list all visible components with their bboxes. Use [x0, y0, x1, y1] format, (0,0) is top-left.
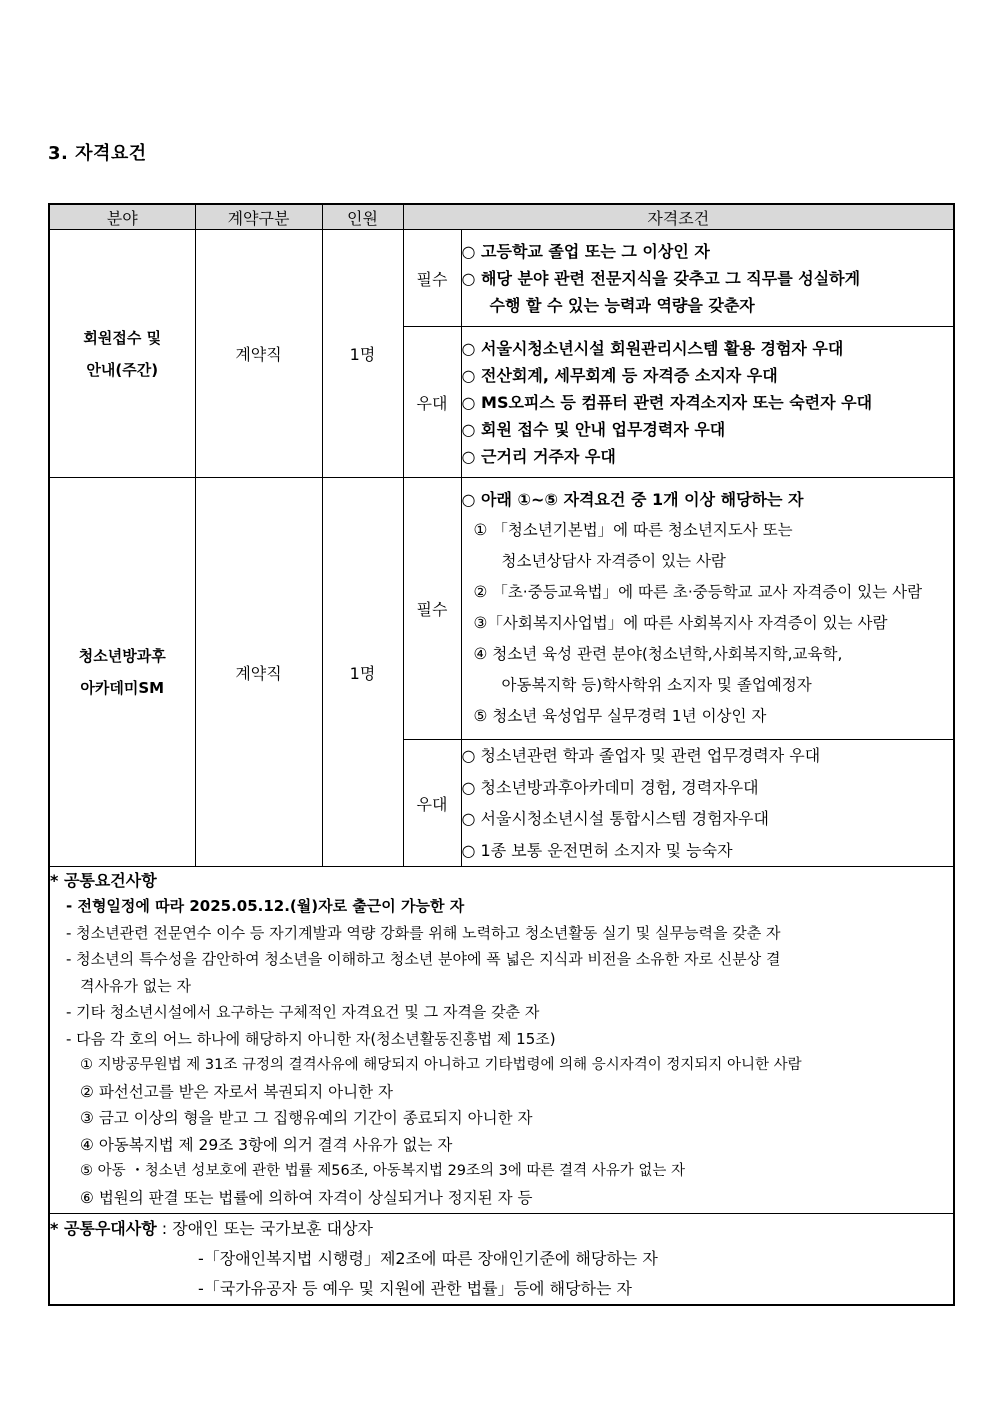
field-name-line: 안내(주간) [86, 360, 159, 379]
preference-title: * 공통우대사항 [50, 1219, 157, 1238]
common-item: - 청소년의 특수성을 감안하여 청소년을 이해하고 청소년 분야에 폭 넓은 지식과 비전을 소유한 자로 신분상 결 [66, 950, 781, 968]
common-preference [49, 1214, 954, 1306]
common-item: - 기타 청소년시설에서 요구하는 구체적인 자격요건 및 그 자격을 갖춘 자 [66, 1003, 540, 1021]
count-cell: 1명 [322, 478, 403, 867]
condition-item: 수행 할 수 있는 능력과 역량을 갖춘자 [489, 295, 755, 315]
disqualification-item: ② 파선선고를 받은 자로서 복권되지 아니한 자 [80, 1082, 393, 1101]
condition-item: ○ 회원 접수 및 안내 업무경력자 우대 [461, 419, 726, 439]
required-conditions [461, 478, 954, 740]
required-label: 필수 [403, 230, 461, 327]
preference-item: -「국가유공자 등 예우 및 지원에 관한 법률」등에 해당하는 자 [198, 1279, 632, 1298]
required-conditions [461, 230, 954, 327]
condition-item: ○ 고등학교 졸업 또는 그 이상인 자 [461, 241, 710, 261]
condition-item: ○ 해당 분야 관련 전문지식을 갖추고 그 직무를 성실하게 [461, 268, 861, 288]
common-title: * 공통요건사항 [50, 871, 157, 890]
condition-item: ○ 전산회계, 세무회계 등 자격증 소지자 우대 [461, 365, 778, 385]
common-requirements-row [49, 867, 954, 1214]
condition-item: ③「사회복지사업법」에 따른 사회복지사 자격증이 있는 사람 [473, 614, 888, 632]
preferred-conditions [461, 740, 954, 867]
common-item: 격사유가 없는 자 [80, 976, 191, 995]
condition-item: ○ 청소년방과후아카데미 경험, 경력자우대 [461, 777, 759, 797]
preference-lead: : 장애인 또는 국가보훈 대상자 [156, 1219, 373, 1238]
condition-item: ○ 서울시청소년시설 회원관리시스템 활용 경험자 우대 [461, 338, 844, 358]
condition-item: ① 「청소년기본법」에 따른 청소년지도사 또는 [473, 521, 793, 539]
count-cell: 1명 [322, 230, 403, 478]
header-conditions: 자격조건 [403, 204, 954, 230]
condition-item: 아동복지학 등)학사학위 소지자 및 졸업예정자 [501, 676, 812, 694]
header-field: 분야 [49, 204, 195, 230]
disqualification-item: ③ 금고 이상의 형을 받고 그 집행유예의 기간이 종료되지 아니한 자 [80, 1109, 533, 1127]
preference-item: -「장애인복지법 시행령」제2조에 따른 장애인기준에 해당하는 자 [198, 1249, 658, 1268]
disqualification-item: ④ 아동복지법 제 29조 3항에 의거 결격 사유가 없는 자 [80, 1135, 453, 1154]
preferred-label: 우대 [403, 327, 461, 478]
qualification-table [48, 203, 955, 1306]
condition-item: ○ 근거리 거주자 우대 [461, 446, 616, 466]
field-cell [49, 478, 195, 867]
header-count: 인원 [322, 204, 403, 230]
condition-item: ○ 청소년관련 학과 졸업자 및 관련 업무경력자 우대 [461, 746, 821, 765]
field-name-line: 아카데미SM [80, 679, 165, 697]
condition-item: ○ 아래 ①~⑤ 자격요건 중 1개 이상 해당하는 자 [461, 490, 804, 509]
common-preference-row [49, 1214, 954, 1306]
condition-item: ○ MS오피스 등 컴퓨터 관련 자격소지자 또는 숙련자 우대 [461, 392, 873, 412]
common-item: - 다음 각 호의 어느 하나에 해당하지 아니한 자(청소년활동진흥법 제 15조) [66, 1029, 556, 1048]
required-label: 필수 [403, 478, 461, 740]
field-name-line: 회원접수 및 [83, 328, 162, 347]
preference-head [50, 1214, 953, 1244]
contract-cell: 계약직 [195, 230, 322, 478]
table-row [49, 478, 954, 740]
table-row [49, 230, 954, 327]
condition-item: ② 「초·중등교육법」에 따른 초·중등학교 교사 자격증이 있는 사람 [473, 583, 923, 601]
condition-item: ○ 서울시청소년시설 통합시스템 경험자우대 [461, 809, 769, 828]
condition-item: ④ 청소년 육성 관련 분야(청소년학,사회복지학,교육학, [473, 645, 843, 663]
header-contract: 계약구분 [195, 204, 322, 230]
section-title: 3. 자격요건 [48, 143, 147, 164]
preferred-label: 우대 [403, 740, 461, 867]
disqualification-item: ① 지방공무원법 제 31조 규정의 결격사유에 해당되지 아니하고 기타법령에 의해 응시자격이 정지되지 아니한 사람 [80, 1057, 802, 1073]
common-requirements [49, 867, 954, 1214]
disqualification-item: ⑤ 아동 ・청소년 성보호에 관한 법률 제56조, 아동복지법 29조의 3에 따른 결격 사유가 없는 자 [80, 1163, 685, 1179]
condition-item: ○ 1종 보통 운전면허 소지자 및 능숙자 [461, 840, 733, 860]
disqualification-item: ⑥ 법원의 판결 또는 법률에 의하여 자격이 상실되거나 정지된 자 등 [80, 1188, 533, 1207]
field-name-line: 청소년방과후 [78, 647, 166, 665]
common-item: - 청소년관련 전문연수 이수 등 자기계발과 역량 강화를 위해 노력하고 청소년활동 실기 및 실무능력을 갖춘 자 [66, 923, 781, 942]
common-item: - 전형일정에 따라 2025.05.12.(월)자로 출근이 가능한 자 [66, 897, 465, 915]
table-header-row [49, 204, 954, 230]
preferred-conditions [461, 327, 954, 478]
condition-item: ⑤ 청소년 육성업무 실무경력 1년 이상인 자 [473, 707, 767, 725]
field-cell [49, 230, 195, 478]
contract-cell: 계약직 [195, 478, 322, 867]
condition-item: 청소년상담사 자격증이 있는 사람 [501, 552, 726, 570]
